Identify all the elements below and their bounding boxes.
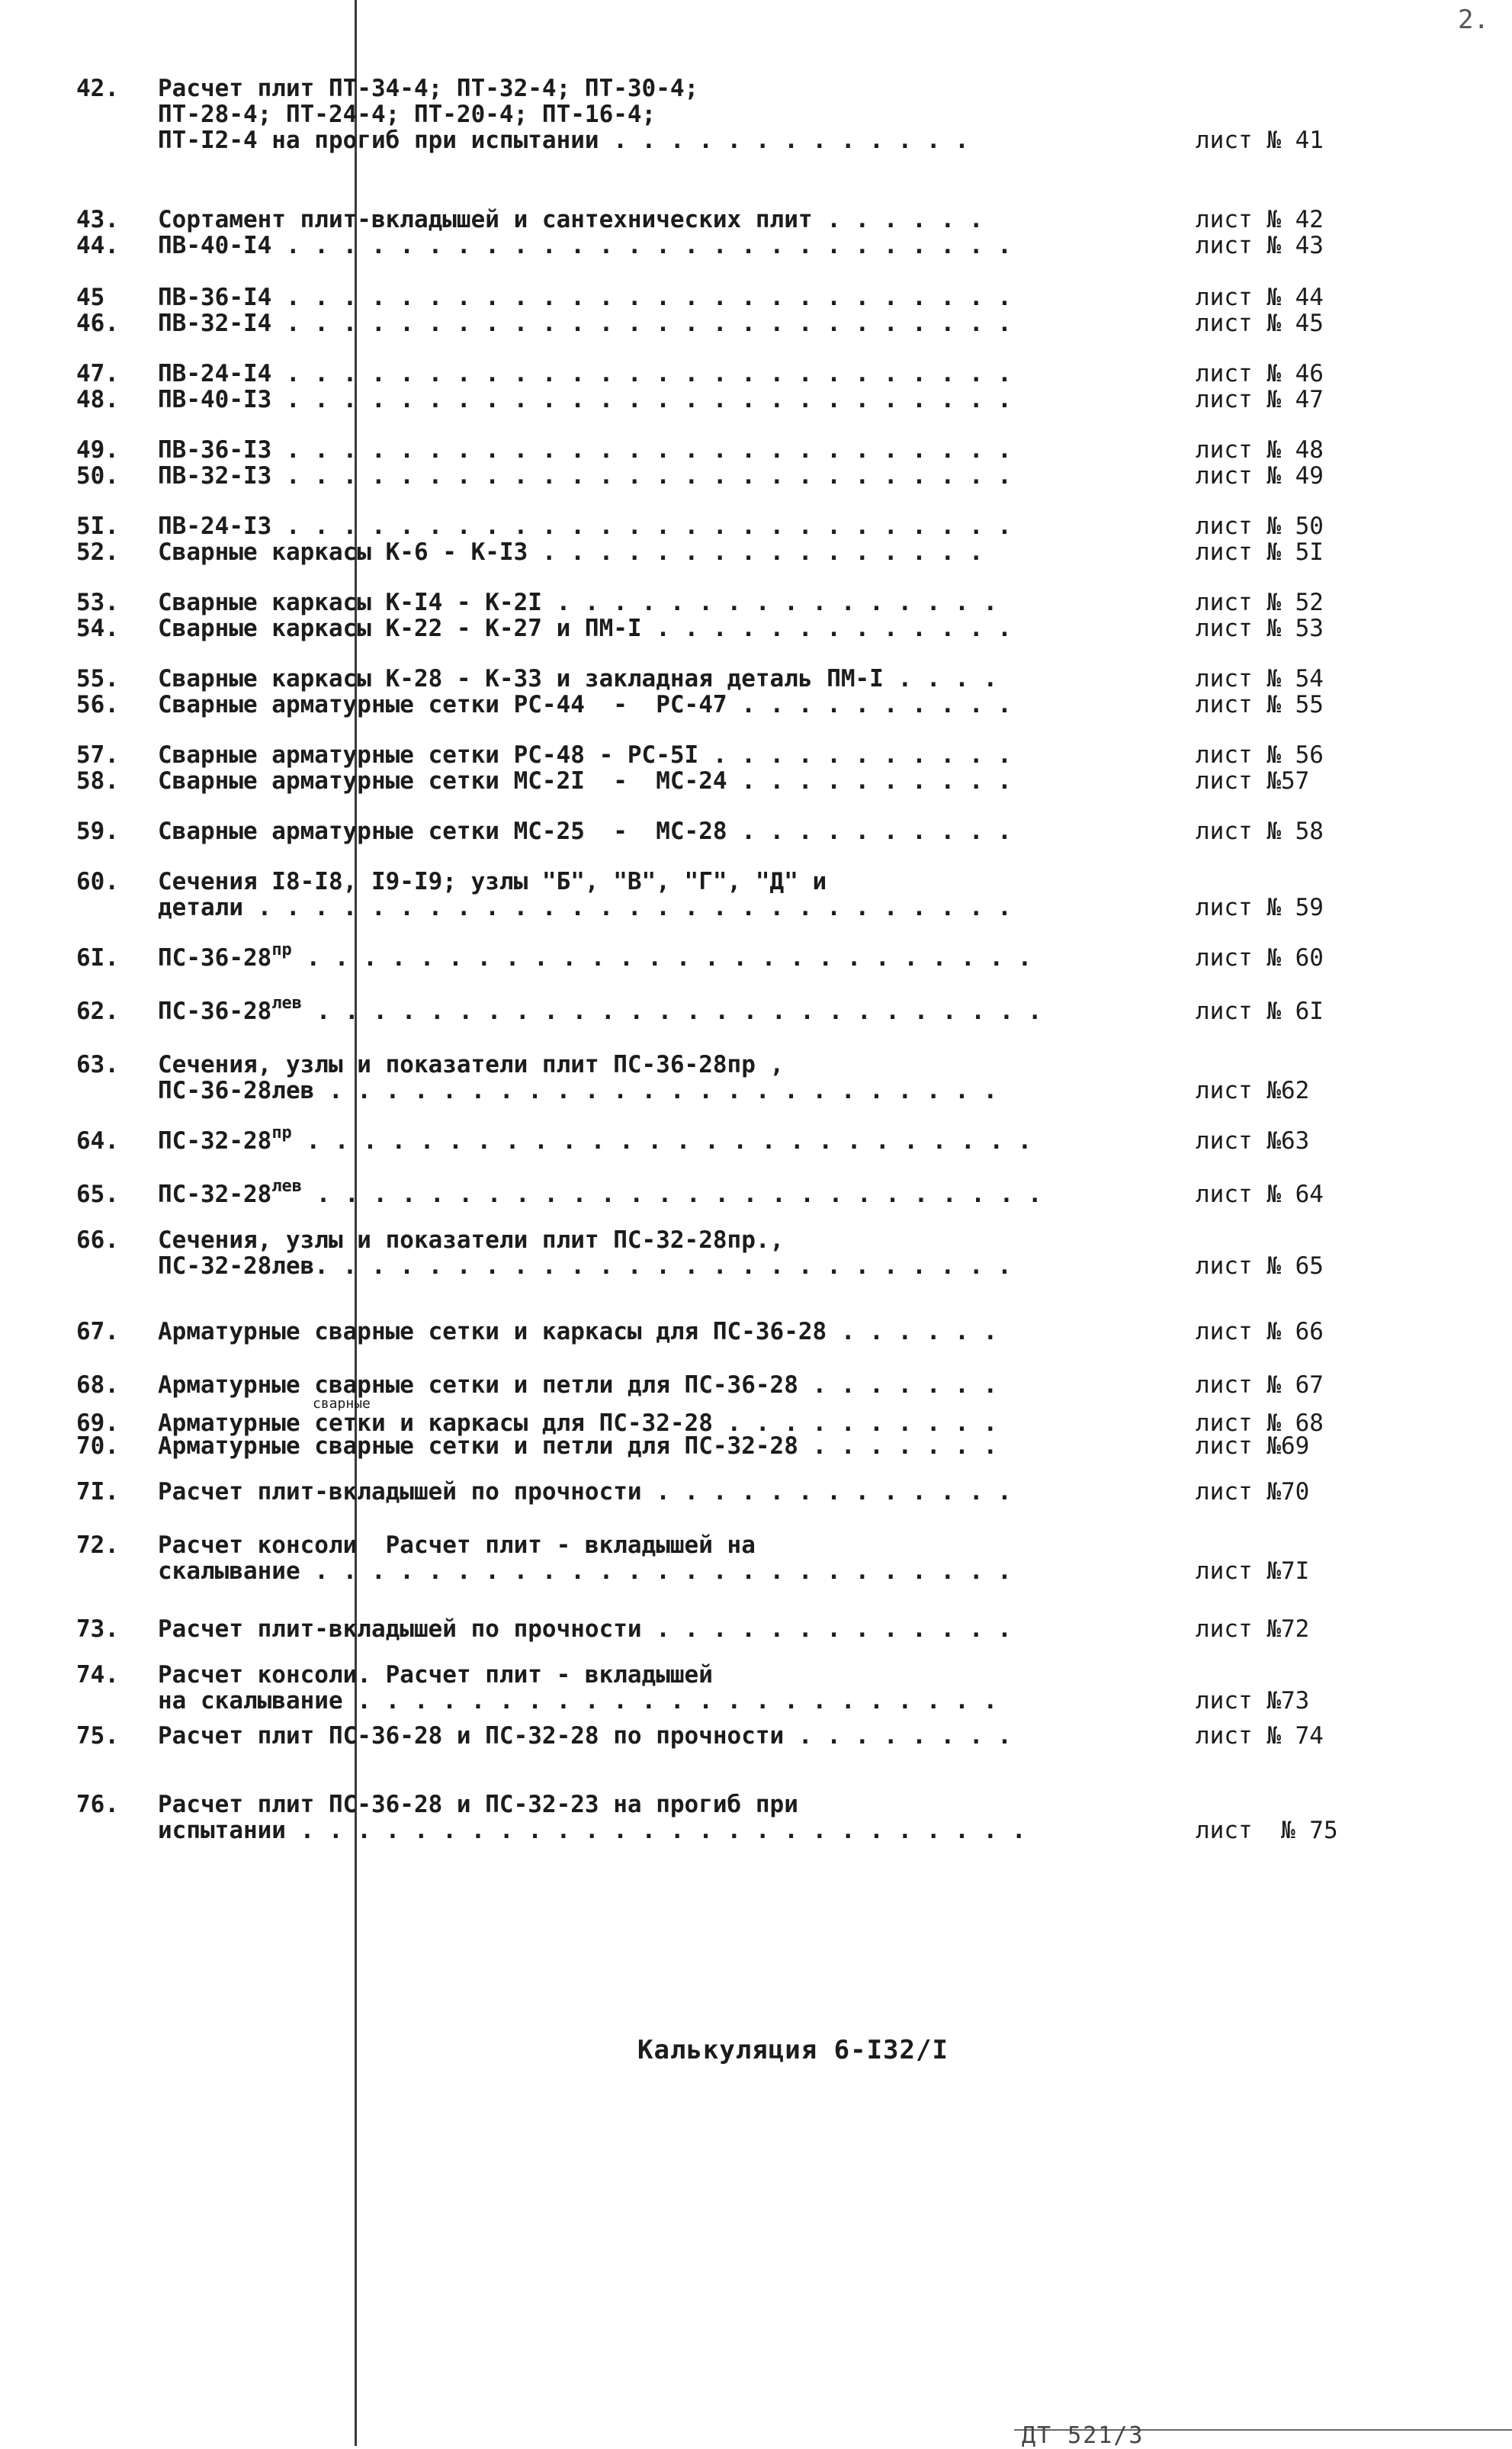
entry-number: 68. xyxy=(76,1371,119,1399)
entry-line: ПВ-40-I3 . . . . . . . . . . . . . . . . . . . . . . . . . . xyxy=(158,386,1012,413)
entry-text xyxy=(158,940,1032,973)
entry-number: 5I. xyxy=(76,513,119,540)
entry-line: Расчет плит-вкладышей по прочности . . . . . . . . . . . . . xyxy=(158,1615,1012,1643)
entry-number: 57. xyxy=(76,741,119,769)
entry-line: Арматурные сварные сетки и петли для ПС-36-28 . . . . . . . xyxy=(158,1371,998,1399)
entry-code: ПС-36-28 xyxy=(158,998,272,1025)
leader-dots: . . . . . . . . . . . . . . . . . . . . . . . . . . xyxy=(306,944,1032,972)
entry-line: Сварные каркасы К-I4 - К-2I . . . . . . . . . . . . . . . . xyxy=(158,589,998,616)
sheet-reference: лист № 59 xyxy=(1196,894,1324,921)
entry-text xyxy=(158,994,1042,1027)
toc-entry xyxy=(0,1722,1324,1750)
sheet-reference: лист № 66 xyxy=(1196,1318,1324,1345)
sheet-reference: лист № 58 xyxy=(1196,818,1324,845)
entry-number: 64. xyxy=(76,1127,119,1155)
toc-entry xyxy=(0,940,1324,998)
sheet-reference: лист № 6I xyxy=(1196,998,1324,1025)
toc-entry xyxy=(0,436,1324,464)
entry-line: Сварные каркасы К-6 - К-I3 . . . . . . . . . . . . . . . . xyxy=(158,538,984,566)
entry-line: на скалывание . . . . . . . . . . . . . . . . . . . . . . . xyxy=(158,1687,998,1715)
entry-number: 75. xyxy=(76,1722,119,1750)
entry-number: 48. xyxy=(76,386,119,413)
entry-number: 73. xyxy=(76,1615,119,1643)
sheet-reference: лист № 52 xyxy=(1196,589,1324,616)
sheet-reference: лист № 60 xyxy=(1196,944,1324,972)
toc-entry xyxy=(0,1371,1324,1399)
entry-number: 46. xyxy=(76,310,119,337)
entry-line: ПВ-32-I3 . . . . . . . . . . . . . . . . . . . . . . . . . . xyxy=(158,462,1012,490)
entry-number: 58. xyxy=(76,767,119,795)
entry-superscript: лев xyxy=(271,994,303,1013)
entry-line: детали . . . . . . . . . . . . . . . . . . . . . . . . . . . xyxy=(158,894,1012,921)
entry-line: Сечения I8-I8, I9-I9; узлы "Б", "В", "Г", "Д" и xyxy=(158,868,827,895)
toc-entry xyxy=(0,462,1324,490)
entry-line: ПВ-36-I3 . . . . . . . . . . . . . . . . . . . . . . . . . . xyxy=(158,436,1012,464)
sheet-reference: лист № 54 xyxy=(1196,665,1324,693)
entry-line: Арматурные сетки и каркасы для ПС-32-28 . . . . . . . . . . xyxy=(158,1409,998,1437)
entry-superscript: пр xyxy=(271,1123,292,1143)
entry-number: 74. xyxy=(76,1661,119,1689)
sheet-reference: лист № 56 xyxy=(1196,741,1324,769)
toc-entry xyxy=(0,767,1310,795)
sheet-reference: лист № 68 xyxy=(1196,1409,1324,1437)
entry-line: ПТ-28-4; ПТ-24-4; ПТ-20-4; ПТ-16-4; xyxy=(158,101,656,128)
sheet-reference: лист №69 xyxy=(1196,1432,1310,1460)
entry-line: ПС-36-28лев . . . . . . . . . . . . . . . . . . . . . . . . xyxy=(158,1077,998,1104)
toc-entry xyxy=(0,615,1324,642)
sheet-reference: лист № 47 xyxy=(1196,386,1324,413)
entry-line: ПВ-36-I4 . . . . . . . . . . . . . . . . . . . . . . . . . . xyxy=(158,284,1012,311)
entry-line: Сварные арматурные сетки МС-25 - МС-28 . . . . . . . . . . xyxy=(158,818,1012,845)
toc-entry xyxy=(0,1615,1310,1643)
entry-number: 69. xyxy=(76,1409,119,1437)
entry-number: 62. xyxy=(76,998,119,1025)
toc-entry xyxy=(0,665,1324,693)
entry-number: 53. xyxy=(76,589,119,616)
toc-entry xyxy=(0,206,1324,233)
sheet-reference: лист № 46 xyxy=(1196,360,1324,387)
entry-code: ПС-32-28 xyxy=(158,1181,272,1208)
sheet-reference: лист № 65 xyxy=(1196,1252,1324,1280)
toc-entry xyxy=(0,1531,1310,1585)
entry-line: Расчет плит ПС-36-28 и ПС-32-28 по прочности . . . . . . . . xyxy=(158,1722,1012,1750)
sheet-reference: лист № 74 xyxy=(1196,1722,1324,1750)
entry-number: 6I. xyxy=(76,944,119,972)
sheet-reference: лист №70 xyxy=(1196,1478,1310,1506)
entry-number: 54. xyxy=(76,615,119,642)
entry-number: 59. xyxy=(76,818,119,845)
entry-number: 47. xyxy=(76,360,119,387)
toc-entry xyxy=(0,513,1324,540)
sheet-reference: лист № 49 xyxy=(1196,462,1324,490)
sheet-reference: лист №62 xyxy=(1196,1077,1310,1104)
entry-line: скалывание . . . . . . . . . . . . . . . . . . . . . . . . . xyxy=(158,1557,1012,1585)
sheet-reference: лист №63 xyxy=(1196,1127,1310,1155)
entry-line: ПВ-32-I4 . . . . . . . . . . . . . . . . . . . . . . . . . . xyxy=(158,310,1012,337)
entry-line: ПВ-40-I4 . . . . . . . . . . . . . . . . . . . . . . . . . . xyxy=(158,232,1012,259)
sheet-reference: лист № 41 xyxy=(1196,127,1324,154)
sheet-reference: лист № 5I xyxy=(1196,538,1324,566)
page-number: 2. xyxy=(1458,5,1489,35)
toc-entry xyxy=(0,1432,1310,1460)
leader-dots: . . . . . . . . . . . . . . . . . . . . . . . . . . xyxy=(316,998,1042,1025)
toc-entry xyxy=(0,818,1324,845)
toc-entry xyxy=(0,868,1324,921)
entry-line: Сортамент плит-вкладышей и сантехнических плит . . . . . . xyxy=(158,206,984,233)
sheet-reference: лист № 67 xyxy=(1196,1371,1324,1399)
entry-line: Расчет консоли. Расчет плит - вкладышей xyxy=(158,1661,713,1689)
leader-dots: . . . . . . . . . . . . . . . . . . . . . . . . . . xyxy=(316,1181,1042,1208)
entry-line: ПТ-I2-4 на прогиб при испытании . . . . . . . . . . . . . xyxy=(158,127,969,154)
entry-number: 49. xyxy=(76,436,119,464)
entry-number: 52. xyxy=(76,538,119,566)
toc-entry xyxy=(0,1661,1310,1715)
sheet-reference: лист № 45 xyxy=(1196,310,1324,337)
entry-superscript: лев xyxy=(271,1177,303,1196)
entry-line: ПВ-24-I3 . . . . . . . . . . . . . . . . . . . . . . . . . . xyxy=(158,513,1012,540)
entry-number: 67. xyxy=(76,1318,119,1345)
entry-line: испытании . . . . . . . . . . . . . . . . . . . . . . . . . . xyxy=(158,1817,1026,1844)
entry-number: 72. xyxy=(76,1531,119,1559)
toc-entry xyxy=(0,310,1324,337)
sheet-reference: лист № 44 xyxy=(1196,284,1324,311)
entry-number: 76. xyxy=(76,1791,119,1818)
handwritten-insert: сварные xyxy=(313,1396,371,1412)
entry-line: Сварные арматурные сетки МС-2I - МС-24 . . . . . . . . . . xyxy=(158,767,1012,795)
toc-entry xyxy=(0,1478,1310,1506)
entry-number: 45 xyxy=(76,284,105,311)
sheet-reference: лист № 55 xyxy=(1196,691,1324,718)
entry-number: 66. xyxy=(76,1226,119,1254)
entry-line: Сварные арматурные сетки РС-48 - РС-5I . . . . . . . . . . . xyxy=(158,741,1012,769)
entry-line: Сечения, узлы и показатели плит ПС-32-28пр., xyxy=(158,1226,785,1254)
entry-line: Сварные каркасы К-22 - К-27 и ПМ-I . . . . . . . . . . . . . xyxy=(158,615,1012,642)
entry-number: 60. xyxy=(76,868,119,895)
entry-superscript: пр xyxy=(271,940,292,959)
toc-entry xyxy=(0,1123,1310,1181)
entry-number: 65. xyxy=(76,1181,119,1208)
sheet-reference: лист № 53 xyxy=(1196,615,1324,642)
entry-line: Арматурные сварные сетки и петли для ПС-32-28 . . . . . . . xyxy=(158,1432,998,1460)
sheet-reference: лист № 50 xyxy=(1196,513,1324,540)
sheet-reference: лист № 75 xyxy=(1196,1817,1338,1844)
document-title: Калькуляция 6-I32/I xyxy=(637,2035,949,2065)
toc-entry xyxy=(0,232,1324,259)
entry-number: 43. xyxy=(76,206,119,233)
entry-line: Сварные каркасы К-28 - К-33 и закладная деталь ПМ-I . . . . xyxy=(158,665,998,693)
entry-line: ПС-32-28лев. . . . . . . . . . . . . . . . . . . . . . . . . xyxy=(158,1252,1012,1280)
sheet-reference: лист № 64 xyxy=(1196,1181,1324,1208)
sheet-reference: лист №7I xyxy=(1196,1557,1310,1585)
toc-entry xyxy=(0,1051,1310,1104)
toc-entry xyxy=(0,1318,1324,1345)
entry-number: 56. xyxy=(76,691,119,718)
sheet-reference: лист №73 xyxy=(1196,1687,1310,1715)
toc-entry xyxy=(0,589,1324,616)
entry-number: 7I. xyxy=(76,1478,119,1506)
entry-line: ПВ-24-I4 . . . . . . . . . . . . . . . . . . . . . . . . . . xyxy=(158,360,1012,387)
sheet-reference: лист №57 xyxy=(1196,767,1310,795)
entry-code: ПС-32-28 xyxy=(158,1127,272,1155)
toc-entry xyxy=(0,1791,1338,1844)
entry-code: ПС-36-28 xyxy=(158,944,272,972)
entry-number: 70. xyxy=(76,1432,119,1460)
sheet-reference: лист №72 xyxy=(1196,1615,1310,1643)
toc-entry xyxy=(0,1226,1324,1280)
toc-entry xyxy=(0,994,1324,1051)
toc-entry xyxy=(0,284,1324,311)
footer-code: ДТ 521/3 xyxy=(1022,2422,1144,2449)
entry-number: 44. xyxy=(76,232,119,259)
entry-line: Арматурные сварные сетки и каркасы для ПС-36-28 . . . . . . xyxy=(158,1318,998,1345)
entry-number: 55. xyxy=(76,665,119,693)
entry-number: 42. xyxy=(76,75,119,102)
entry-line: Расчет плит-вкладышей по прочности . . . . . . . . . . . . . xyxy=(158,1478,1012,1506)
sheet-reference: лист № 42 xyxy=(1196,206,1324,233)
entry-line: Расчет консоли Расчет плит - вкладышей на xyxy=(158,1531,756,1559)
leader-dots: . . . . . . . . . . . . . . . . . . . . . . . . . . xyxy=(306,1127,1032,1155)
toc-entry xyxy=(0,538,1324,566)
toc-entry xyxy=(0,75,1324,154)
entry-line: Сечения, узлы и показатели плит ПС-36-28пр , xyxy=(158,1051,785,1078)
entry-text xyxy=(158,1123,1032,1156)
toc-entry xyxy=(0,360,1324,387)
entry-number: 63. xyxy=(76,1051,119,1078)
sheet-reference: лист № 48 xyxy=(1196,436,1324,464)
entry-number: 50. xyxy=(76,462,119,490)
entry-line: Сварные арматурные сетки РС-44 - РС-47 . . . . . . . . . . xyxy=(158,691,1012,718)
toc-entry xyxy=(0,691,1324,718)
toc-entry xyxy=(0,386,1324,413)
entry-line: Расчет плит ПТ-34-4; ПТ-32-4; ПТ-30-4; xyxy=(158,75,699,102)
sheet-reference: лист № 43 xyxy=(1196,232,1324,259)
toc-entry xyxy=(0,741,1324,769)
entry-text xyxy=(158,1177,1042,1210)
entry-line: Расчет плит ПС-36-28 и ПС-32-23 на прогиб при xyxy=(158,1791,798,1818)
